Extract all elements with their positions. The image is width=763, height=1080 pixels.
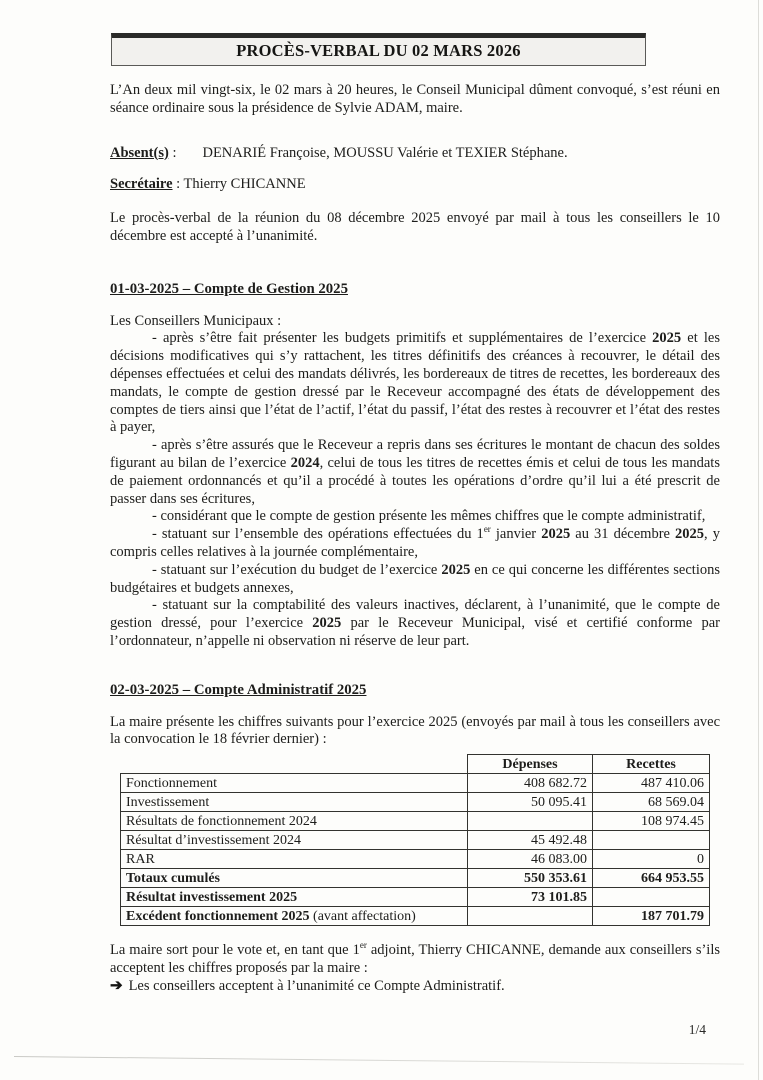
cell-recettes: 68 569.04 [593,793,710,812]
row-label: RAR [121,850,468,869]
page-number: 1/4 [688,1022,706,1037]
text-segment: au 31 décembre [570,526,676,543]
table-row [121,888,710,907]
cell-recettes: 187 701.79 [593,907,710,926]
text-segment: janvier [490,526,542,543]
bullet-paragraph [110,562,720,598]
text-segment: , y compris celles relatives à la journée complémentaire, [110,526,720,560]
document-title-box [111,33,646,66]
bullet-paragraph [110,526,720,562]
text-segment: La maire sort pour le vote et, en tant que 1 [110,942,360,959]
text-segment: par le Receveur Municipal, visé et certifié conforme par l’ordonnateur, n’appelle ni observation ni réserve de leur part. [110,615,720,649]
table-row [121,793,710,812]
text-segment: adjoint, Thierry CHICANNE, demande aux conseillers s’ils acceptent les chiffres proposés par la maire : [110,942,720,976]
row-label: Investissement [121,793,468,812]
cell-depenses: 408 682.72 [468,774,593,793]
text-segment: - après s’être assurés que le Receveur a repris dans ses écritures le montant de chacun des soldes figurant au bilan de l’exercice [110,437,720,471]
scan-artifact-line [14,1056,744,1065]
bullet-paragraph [110,437,720,508]
secretary-line [110,176,720,194]
cell-recettes: 664 953.55 [593,869,710,888]
text-segment: , celui de tous les titres de recettes émis et celui de tous les mandats de paiement ordonnancés et qu’il a procédé à toutes les opérations d’ordre qu’il lui a été prescrit de passer dans ses écritures, [110,454,720,507]
cell-depenses: 45 492.48 [468,831,593,850]
cell-recettes: 0 [593,850,710,869]
document-title: PROCÈS-VERBAL DU 02 MARS 2026 [236,41,521,60]
table-row [121,869,710,888]
text-segment: 2025 [652,330,682,347]
paragraph-table-intro: La maire présente les chiffres suivants pour l’exercice 2025 (envoyés par mail à tous les conseillers avec la convocation le 18 février dernier) : [110,713,720,748]
text-segment: - considérant que le compte de gestion présente les mêmes chiffres que le compte administratif, [152,508,706,525]
text-segment: - statuant sur l’ensemble des opérations effectuées du 1 [152,526,484,543]
bullet-paragraph [110,597,720,650]
arrow-right-icon: ➔ [110,977,123,994]
row-label: Résultat d’investissement 2024 [121,831,468,850]
absents-colon: : [168,144,177,161]
vote-result-text: Les conseillers acceptent à l’unanimité ce Compte Administratif. [128,977,505,994]
paragraph-lead: Les Conseillers Municipaux : [110,312,282,329]
secretary-label: Secrétaire [110,176,173,193]
bullet-paragraph [110,508,720,526]
table-header-row [121,755,710,774]
table-corner-blank [121,755,468,774]
section-heading-compte-gestion: 01-03-2025 – Compte de Gestion 2025 [110,280,348,297]
text-segment: et les décisions modificatives qui s’y rattachent, les titres définitifs des créances à recouvrer, le détail des dépenses effectuées et celui des mandats délivrés, les bordereaux de titres de recettes, les bordereaux des mandats, le compte de gestion dressé par le Receveur accompagné des états de développement des comptes de tiers ainsi que l’état de l’actif, l’état du passif, l’état des restes à recouvrer et l’état des restes à payer, [110,330,720,436]
table-row [121,907,710,926]
paragraph-vote [110,942,720,978]
table-header-cell: Dépenses [468,755,593,774]
cell-depenses: 73 101.85 [468,888,593,907]
text-segment: - statuant sur la comptabilité des valeurs inactives, déclarent, à l’unanimité, que le compte de gestion dressé, pour l’exercice [110,597,720,632]
absents-line [110,145,720,163]
cell-depenses [468,907,593,926]
text-segment: en ce qui concerne les différentes sections budgétaires et budgets annexes, [110,561,720,596]
text-segment: 2025 [312,615,342,632]
paragraph-approval: Le procès-verbal de la réunion du 08 décembre 2025 envoyé par mail à tous les conseillers le 10 décembre est accepté à l’unanimité. [110,210,720,244]
absents-label: Absent(s) [110,144,169,161]
text-segment: er [359,940,367,951]
compte-administratif-table [120,754,710,926]
text-segment: 2024 [290,454,320,471]
cell-recettes [593,831,710,850]
row-label: Résultats de fonctionnement 2024 [121,812,468,831]
text-segment: 2025 [441,561,471,578]
vote-result-line [110,978,720,996]
scan-artifact-edge [758,0,759,1080]
text-segment: er [483,524,491,535]
text-segment: 2025 [675,526,705,543]
text-segment: 2025 [541,526,571,543]
cell-depenses: 50 095.41 [468,793,593,812]
cell-recettes: 108 974.45 [593,812,710,831]
row-label: Résultat investissement 2025 [121,888,468,907]
cell-depenses [468,812,593,831]
bullet-paragraph [110,330,720,437]
section-heading-compte-administratif: 02-03-2025 – Compte Administratif 2025 [110,681,367,698]
table-row [121,774,710,793]
table-row [121,850,710,869]
row-label: Fonctionnement [121,774,468,793]
cell-depenses: 550 353.61 [468,869,593,888]
cell-depenses: 46 083.00 [468,850,593,869]
absents-names: DENARIÉ Françoise, MOUSSU Valérie et TEXIER Stéphane. [202,144,568,161]
cell-recettes: 487 410.06 [593,774,710,793]
row-label: Totaux cumulés [121,869,468,888]
text-segment: - statuant sur l’exécution du budget de l’exercice [152,561,442,578]
table-header-cell: Recettes [593,755,710,774]
text-segment: - après s’être fait présenter les budgets primitifs et supplémentaires de l’exercice [152,330,653,347]
table-row [121,812,710,831]
cell-recettes [593,888,710,907]
table-row [121,831,710,850]
row-label: Excédent fonctionnement 2025 (avant affectation) [121,907,468,926]
paragraph-opening: L’An deux mil vingt-six, le 02 mars à 20 heures, le Conseil Municipal dûment convoqué, s’est réuni en séance ordinaire sous la présidence de Sylvie ADAM, maire. [110,82,720,116]
secretary-value: : Thierry CHICANNE [172,176,306,193]
